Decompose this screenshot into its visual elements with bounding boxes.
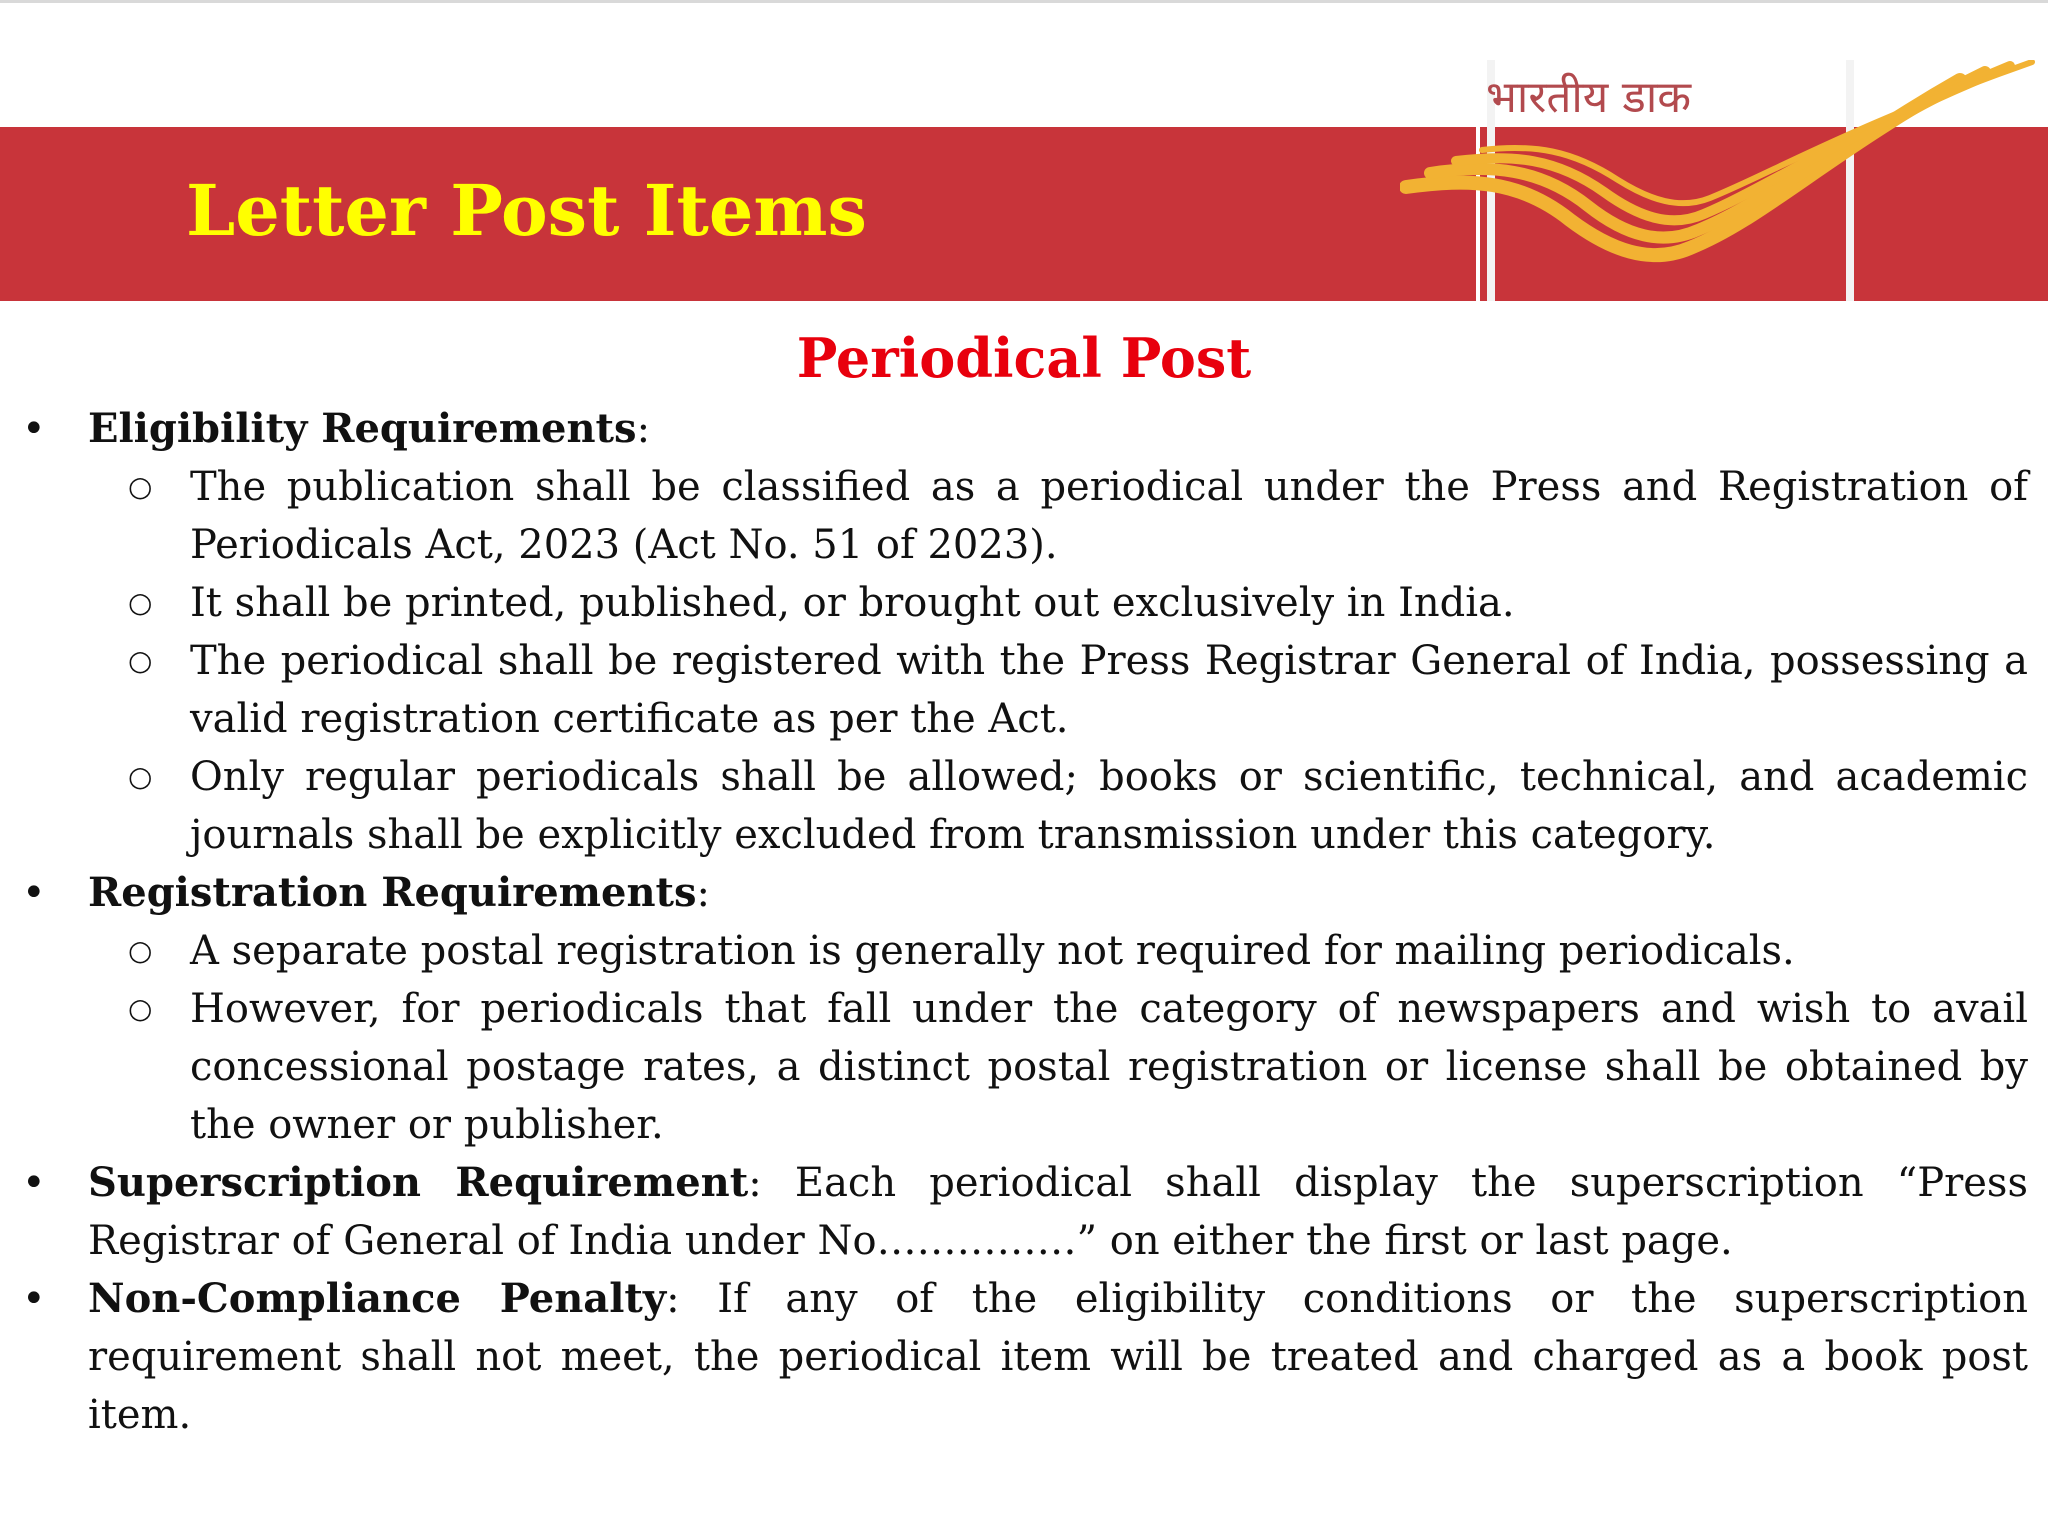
bullet-term: Registration Requirements bbox=[88, 869, 697, 916]
sub-list-eligibility bbox=[0, 458, 2048, 864]
bullet-eligibility bbox=[0, 400, 2048, 458]
bullet-registration bbox=[0, 864, 2048, 922]
bullet-term: Superscription Requirement bbox=[88, 1159, 749, 1206]
bullet-marker: • bbox=[22, 870, 46, 916]
sub-bullet-marker: ○ bbox=[128, 586, 153, 619]
sub-bullet-marker: ○ bbox=[128, 644, 153, 677]
logo-post-right bbox=[1846, 60, 1854, 301]
sub-item-text: It shall be printed, published, or brought out exclusively in India. bbox=[190, 580, 1515, 626]
sub-item bbox=[128, 980, 2028, 1154]
bullet-marker: • bbox=[22, 1276, 46, 1322]
bullet-text bbox=[88, 1154, 2028, 1270]
bullet-penalty bbox=[0, 1270, 2048, 1444]
sub-item-text: Only regular periodicals shall be allowed; books or scientific, technical, and academic journals shall be explicitly excluded from transmission under this category. bbox=[190, 754, 2028, 858]
top-rule bbox=[0, 0, 2048, 3]
content-body bbox=[0, 400, 2048, 1444]
page-title: Letter Post Items bbox=[186, 169, 867, 252]
sub-item-text: However, for periodicals that fall under the category of newspapers and wish to avail concessional postage rates, a distinct postal registration or license shall be obtained by the owner or publisher. bbox=[190, 986, 2028, 1148]
bullet-text bbox=[88, 1270, 2028, 1444]
logo-hindi-text: भारतीय डाक bbox=[1486, 72, 1692, 123]
bullet-term: Eligibility Requirements bbox=[88, 405, 637, 452]
bullet-marker: • bbox=[22, 1160, 46, 1206]
sub-item bbox=[128, 458, 2028, 574]
sub-bullet-marker: ○ bbox=[128, 934, 153, 967]
bullet-suffix: : bbox=[696, 870, 710, 916]
bullet-suffix: : bbox=[636, 406, 651, 452]
bullet-text bbox=[88, 864, 2028, 922]
bullet-term: Non-Compliance Penalty bbox=[88, 1275, 667, 1322]
sub-item bbox=[128, 748, 2028, 864]
bullet-marker: • bbox=[22, 406, 46, 452]
sub-item-text: The publication shall be classified as a periodical under the Press and Registration of Periodicals Act, 2023 (Act No. 51 of 2023). bbox=[190, 464, 2028, 568]
bullet-superscription bbox=[0, 1154, 2048, 1270]
section-title: Periodical Post bbox=[796, 326, 1252, 390]
sub-item bbox=[128, 922, 2028, 980]
sub-item-text: A separate postal registration is generally not required for mailing periodicals. bbox=[190, 928, 1795, 974]
sub-item bbox=[128, 574, 2028, 632]
sub-bullet-marker: ○ bbox=[128, 760, 153, 793]
sub-bullet-marker: ○ bbox=[128, 470, 153, 503]
bullet-suffix: : Each periodical shall display the superscription “Press Registrar of General of India under No……………” on either the first or last page. bbox=[88, 1160, 2028, 1264]
sub-bullet-marker: ○ bbox=[128, 992, 153, 1025]
sub-item-text: The periodical shall be registered with the Press Registrar General of India, possessing a valid registration certificate as per the Act. bbox=[190, 638, 2028, 742]
bullet-text bbox=[88, 400, 2028, 458]
bullet-suffix: : If any of the eligibility conditions or the superscription requirement shall not meet, the periodical item will be treated and charged as a book post item. bbox=[88, 1276, 2028, 1438]
sub-item bbox=[128, 632, 2028, 748]
sub-list-registration bbox=[0, 922, 2048, 1154]
